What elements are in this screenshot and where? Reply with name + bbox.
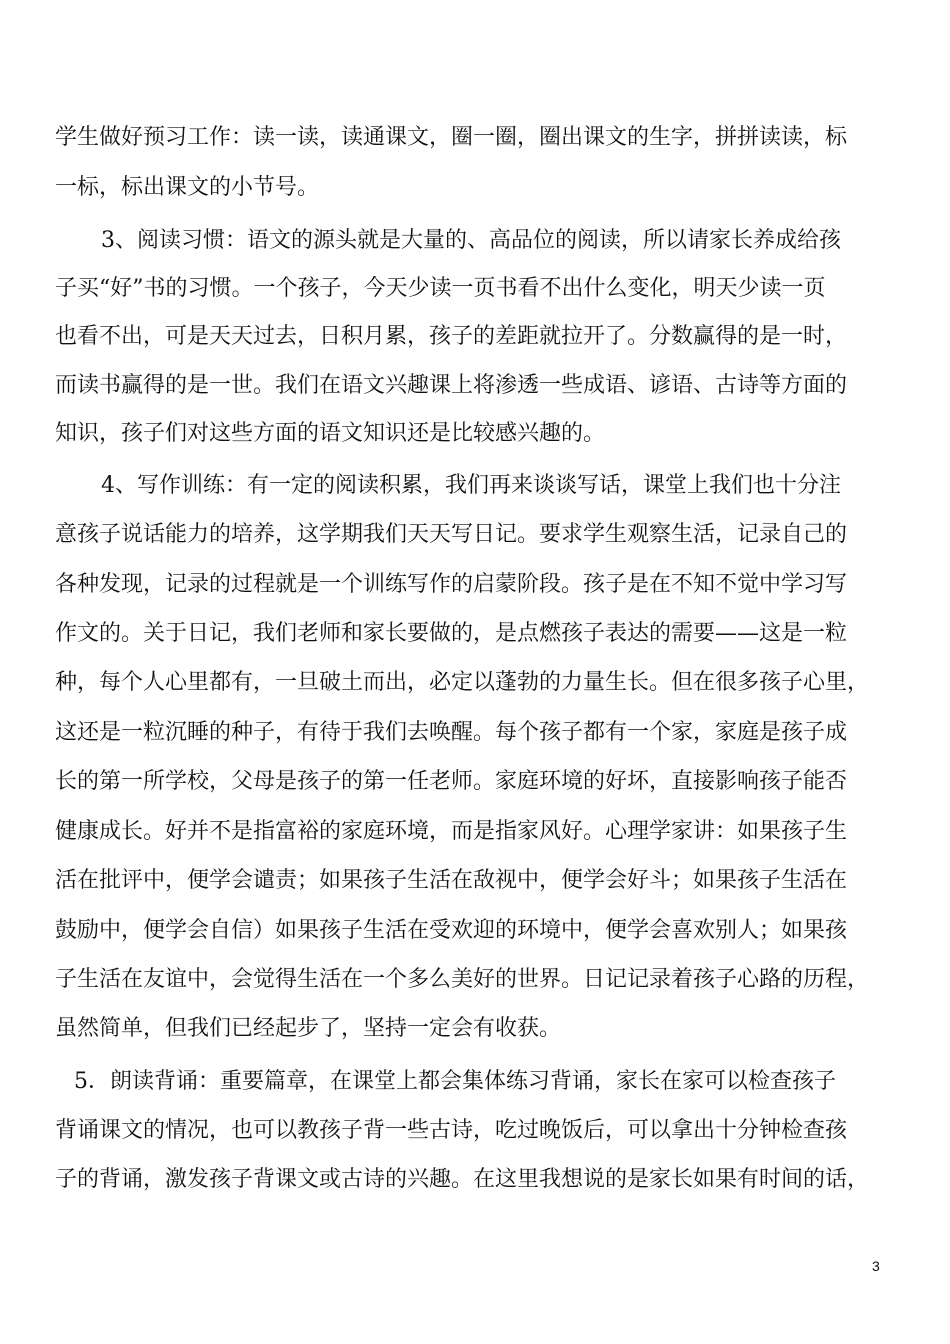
text-line: 子生活在友谊中，会觉得生活在一个多么美好的世界。日记记录着孩子心路的历程， xyxy=(55,967,870,992)
text-line: 而读书赢得的是一世。我们在语文兴趣课上将渗透一些成语、谚语、古诗等方面的 xyxy=(55,373,848,398)
text-line: 3、阅读习惯：语文的源头就是大量的、高品位的阅读，所以请家长养成给孩 xyxy=(101,228,841,253)
page-number: 3 xyxy=(872,1258,880,1274)
text-line: 也看不出，可是天天过去，日积月累，孩子的差距就拉开了。分数赢得的是一时， xyxy=(55,324,848,349)
text-line: 4、写作训练：有一定的阅读积累，我们再来谈谈写话，课堂上我们也十分注 xyxy=(101,473,841,498)
text-line: 鼓励中，便学会自信）如果孩子生活在受欢迎的环境中，便学会喜欢别人；如果孩 xyxy=(55,918,848,943)
text-line: 知识，孩子们对这些方面的语文知识还是比较感兴趣的。 xyxy=(55,421,606,446)
text-line: 虽然简单，但我们已经起步了，坚持一定会有收获。 xyxy=(55,1016,562,1041)
text-line: 长的第一所学校，父母是孩子的第一任老师。家庭环境的好坏，直接影响孩子能否 xyxy=(55,769,848,794)
text-line: 一标，标出课文的小节号。 xyxy=(55,175,320,200)
text-line: 意孩子说话能力的培养，这学期我们天天写日记。要求学生观察生活，记录自己的 xyxy=(55,522,848,547)
text-line: 子的背诵，激发孩子背课文或古诗的兴趣。在这里我想说的是家长如果有时间的话， xyxy=(55,1167,870,1192)
text-line: 5．朗读背诵：重要篇章，在课堂上都会集体练习背诵，家长在家可以检查孩子 xyxy=(74,1069,836,1094)
text-line: 子买“好”书的习惯。一个孩子，今天少读一页书看不出什么变化，明天少读一页 xyxy=(55,276,826,301)
text-line: 各种发现，记录的过程就是一个训练写作的启蒙阶段。孩子是在不知不觉中学习写 xyxy=(55,572,848,597)
text-line: 这还是一粒沉睡的种子，有待于我们去唤醒。每个孩子都有一个家，家庭是孩子成 xyxy=(55,720,848,745)
text-line: 背诵课文的情况，也可以教孩子背一些古诗，吃过晚饭后，可以拿出十分钟检查孩 xyxy=(55,1118,848,1143)
text-line: 种，每个人心里都有，一旦破土而出，必定以蓬勃的力量生长。但在很多孩子心里， xyxy=(55,670,870,695)
text-line: 作文的。关于日记，我们老师和家长要做的，是点燃孩子表达的需要——这是一粒 xyxy=(55,621,848,646)
text-line: 活在批评中，便学会谴责；如果孩子生活在敌视中，便学会好斗；如果孩子生活在 xyxy=(55,868,848,893)
text-line: 学生做好预习工作：读一读，读通课文，圈一圈，圈出课文的生字，拼拼读读，标 xyxy=(55,125,848,150)
text-line: 健康成长。好并不是指富裕的家庭环境，而是指家风好。心理学家讲：如果孩子生 xyxy=(55,819,848,844)
